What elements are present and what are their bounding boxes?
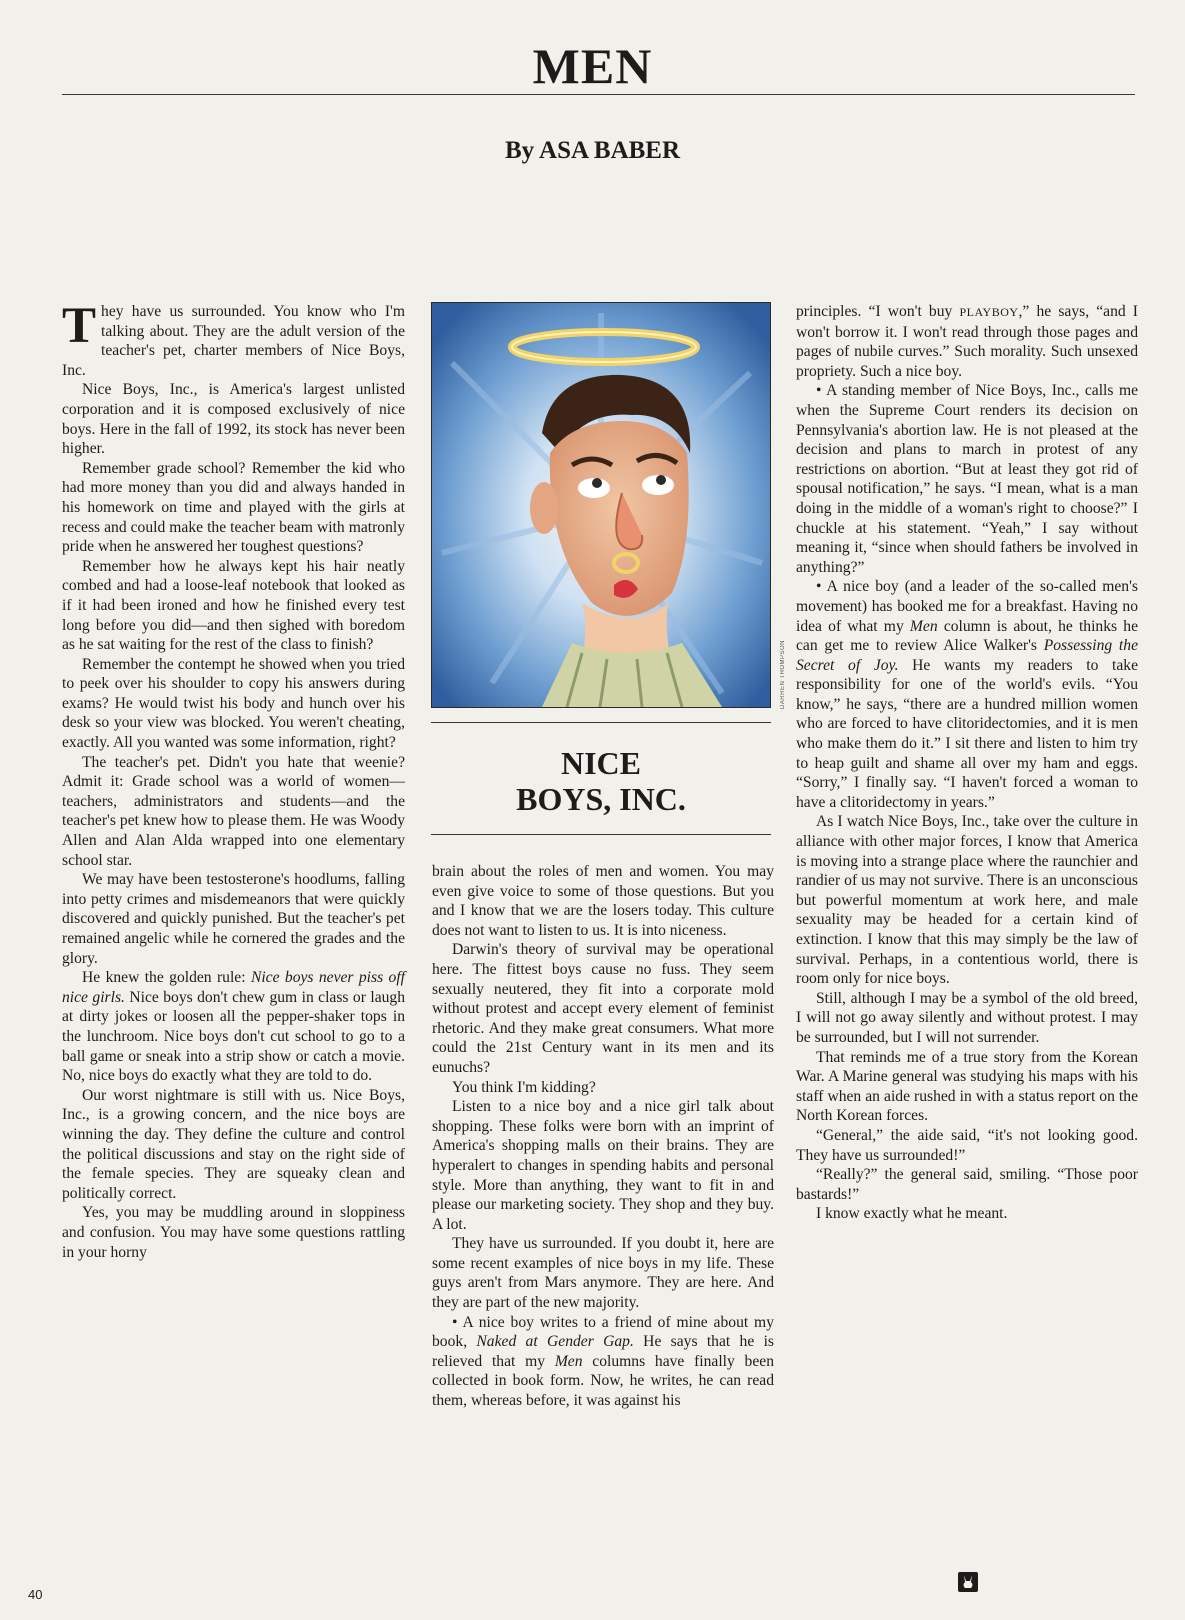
byline: By ASA BABER [504,137,681,164]
illustrator-credit: DARREN THOMPSON [780,640,786,710]
paragraph: • A nice boy writes to a friend of mine about my book, Naked at Gender Gap. He says that he is relieved that my Men columns have finally been collected in book form. Now, he writes, he can read them, whereas before, it was against his [432,1313,774,1410]
header-rule [62,94,1135,95]
column-name-italic: Men [554,1352,583,1370]
column-name-italic: Men [909,617,938,635]
halo-nice-boy-illustration [431,302,771,708]
paragraph: They have us surrounded. If you doubt it, here are some recent examples of nice boys in my life. These guys aren't from Mars anymore. They are here. And they are part of the new majority. [432,1235,774,1312]
book-title-italic: Naked at Gender Gap. [476,1333,634,1351]
paragraph: “Really?” the general said, smiling. “Those poor bastards!” [796,1166,1138,1203]
article-column-3 [796,302,1138,1224]
paragraph: “General,” the aide said, “it's not looking good. They have us surrounded!” [796,1126,1138,1164]
paragraph: I know exactly what he meant. [816,1205,1008,1223]
paragraph: Darwin's theory of survival may be operational here. The fittest boys cause no fuss. They seem sexually neutered, they fit into a corporate mold without protest and accept every element of feminist rhetoric. And they make great consumers. What more could the 21st Century want in its men and its eunuchs? [432,941,774,1076]
paragraph: • A standing member of Nice Boys, Inc., calls me when the Supreme Court renders its decision on Pennsylvania's abortion law. He is not pleased at the decision and plans to march in protest of any restrictions on abortion. “But at least they got rid of spousal notification,” he says. “I mean, what is a man doing in the middle of a woman's right to choose?” I chuckle at his statement. “Yeah,” I say without meaning it, “since when should fathers be involved in anything?” [796,382,1138,576]
paragraph: • A nice boy (and a leader of the so-called men's movement) has booked me for a breakfast. Having no idea of what my Men column is about, he thinks he can get me to review Alice Walker's Possessing the Secret of Joy. He wants my readers to take responsibility for one of the world's evils. “You know,” he says, “there are a hundred million women who are forced to have clitoridectomies, and it is men who make them do it.” I sit there and listen to him try to heap guilt and shame all over my ham and eggs. “Sorry,” I finally say. “I haven't forced a woman to have a clitoridectomy in years.” [796,578,1138,811]
paragraph: Remember grade school? Remember the kid who had more money than you did and always handed in his homework on time and played with the girls at recess and could make the teacher beam with matronly pride when he answered her toughest questions? [62,459,405,556]
illustration-svg [432,303,770,707]
rabbit-head-icon [958,1572,978,1592]
paragraph: As I watch Nice Boys, Inc., take over the culture in alliance with other major forces, I know that America is moving into a strange place where the raunchier and randier of us may not survive. There is an unconscious but powerful momentum at work here, and male sexuality may be headed for a certain kind of extinction. I know that this may simply be the law of survival. Perhaps, in a contentious world, there is room only for nice boys. [796,813,1138,988]
headline-rule-top [431,722,771,723]
paragraph: We may have been testosterone's hoodlums, falling into petty crimes and misdemeanors that were quickly discovered and quickly punished. But the teacher's pet remained angelic while he cornered the grades and the glory. [62,871,405,967]
golden-rule-italic: Nice boys never piss off nice girls. [62,969,405,1006]
playboy-smallcaps: PLAYBOY [959,305,1019,319]
paragraph: principles. “I won't buy PLAYBOY,” he says, “and I won't borrow it. I won't read through those pages and pages of nubile curves.” Such morality. Such unsexed propriety. Such a nice boy. [796,303,1138,380]
book-title-italic: Possessing the Secret of Joy. [796,637,1138,674]
paragraph: Yes, you may be muddling around in sloppiness and confusion. You may have some questions rattling in your horny [62,1204,405,1261]
section-title: MEN [532,38,653,94]
paragraph: Still, although I may be a symbol of the old breed, I will not go away silently and without protest. I may be surrounded, but I will not surrender. [796,989,1138,1046]
article-column-2 [432,862,774,1411]
headline-line-2: BOYS, INC. [516,781,686,817]
paragraph: Remember the contempt he showed when you tried to peek over his shoulder to copy his answers during exams? He would twist his body and hunch over his desk so your view was blocked. You weren't cheating, exactly. All you wanted was some information, right? [62,655,405,752]
paragraph: Remember how he always kept his hair neatly combed and had a loose-leaf notebook that looked as if it had been ironed and how he finished every test long before you did—and then sighed with boredom as he sat waiting for the rest of the class to finish? [62,557,405,654]
article-headline [431,745,771,817]
headline-rule-bottom [431,834,771,835]
paragraph: He knew the golden rule: Nice boys never piss off nice girls. Nice boys don't chew gum in class or laugh at dirty jokes or loosen all the pepper-shaker tops in the lunchroom. Nice boys don't cut school to go to a ball game or sneak into a strip show or catch a movie. No, nice boys do exactly what they are told to do. [62,969,406,1085]
paragraph: They have us surrounded. You know who I'm talking about. They are the adult version of the teacher's pet, charter members of Nice Boys, Inc. [62,298,405,379]
paragraph: Nice Boys, Inc., is America's largest unlisted corporation and it is composed exclusively of nice boys. Here in the fall of 1992, its stock has never been higher. [62,381,405,458]
article-column-1 [62,298,406,1262]
paragraph: You think I'm kidding? [452,1078,596,1096]
paragraph: That reminds me of a true story from the Korean War. A Marine general was studying his maps with his staff when an aide rushed in with a status report on the North Korean forces. [796,1048,1138,1125]
drop-cap: T [62,298,97,354]
headline-line-1: NICE [560,745,641,781]
paragraph: The teacher's pet. Didn't you hate that weenie? Admit it: Grade school was a world of women—teachers, administrators and students—and the teacher's pet knew how to please them. He was Woody Allen and Alan Alda wrapped into one elementary school star. [62,753,405,869]
rabbit-head-end-mark-icon [958,1572,978,1592]
paragraph: brain about the roles of men and women. You may even give voice to some of those questions. But you and I know that we are the losers today. This culture does not want to listen to us. It is into niceness. [432,863,774,939]
paragraph: Our worst nightmare is still with us. Nice Boys, Inc., is a growing concern, and the nice boys are winning the day. They define the culture and control the political discussions and stay on the right side of the female species. They are squeaky clean and politically correct. [62,1086,405,1202]
paragraph: Listen to a nice boy and a nice girl talk about shopping. These folks were born with an imprint of America's shopping malls on their brains. They are hyperalert to changes in spending habits and personal style. More than anything, they want to fit in and please our marketing society. They shop and they buy. A lot. [432,1098,774,1233]
page-number: 40 [28,1587,43,1602]
